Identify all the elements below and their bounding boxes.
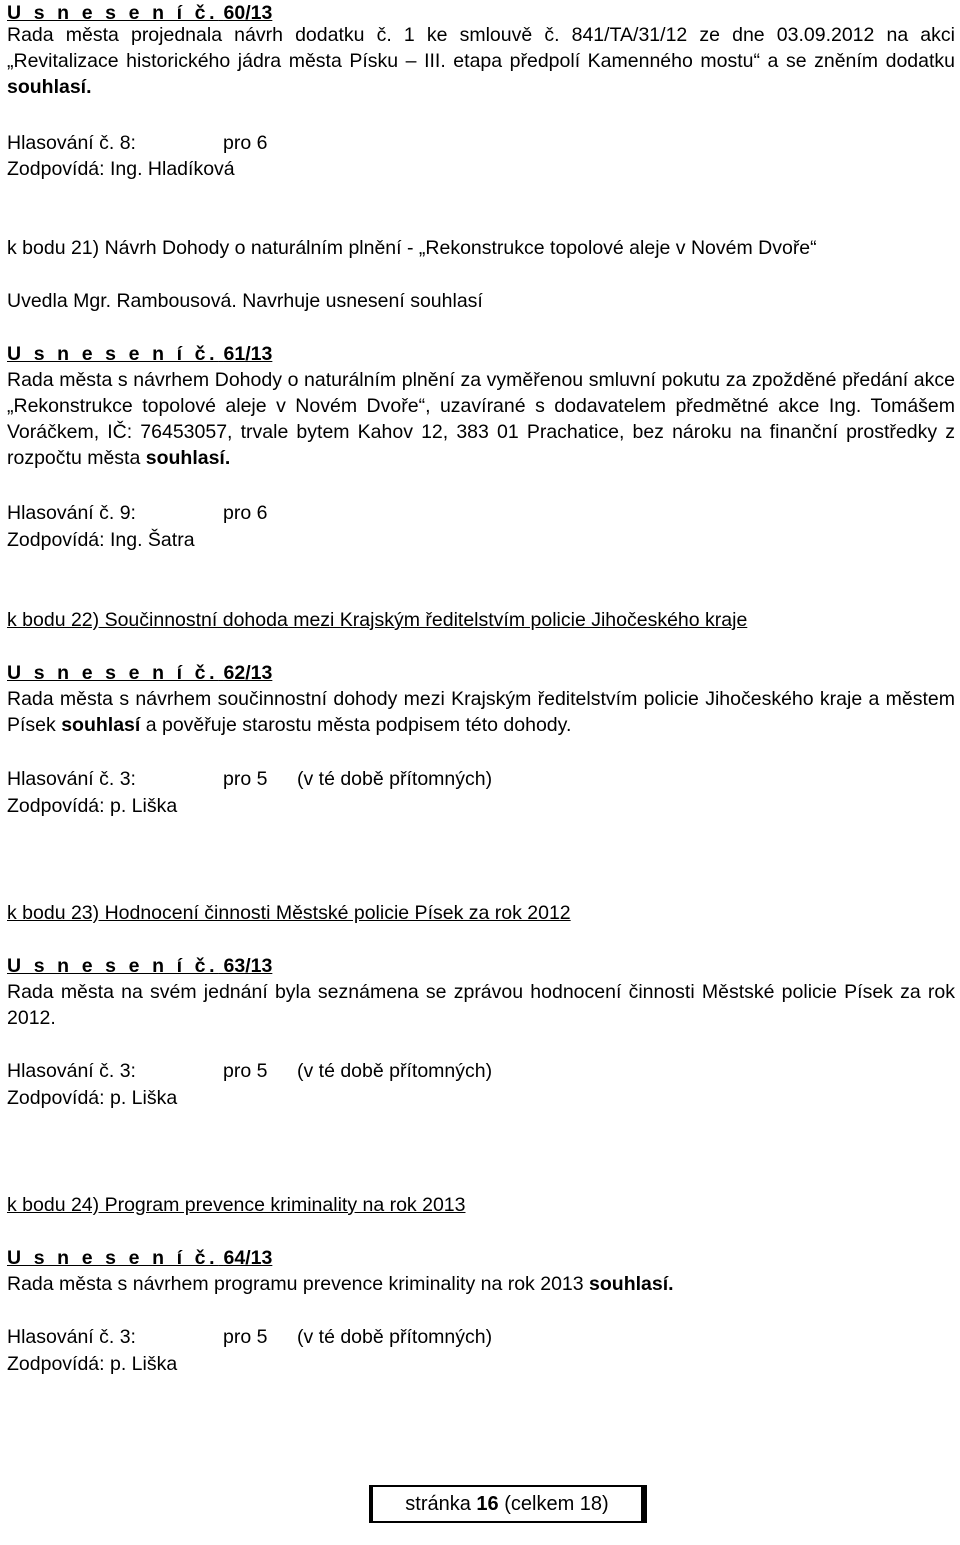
agenda-item-21-title: k bodu 21) Návrh Dohody o naturálním plnění - „Rekonstrukce topolové aleje v Novém Dvoře“: [7, 237, 817, 259]
vote-line-63: Hlasování č. 3: pro 5 (v té době přítomných): [7, 1060, 493, 1082]
resolution-heading-64: U s n e s e n í č. 64/13: [7, 1247, 273, 1269]
agenda-item-22-title: k bodu 22) Součinnostní dohoda mezi Krajským ředitelstvím policie Jihočeského kraje: [7, 609, 748, 631]
responsible-62: Zodpovídá: p. Liška: [7, 795, 178, 817]
agenda-item-24-title: k bodu 24) Program prevence kriminality na rok 2013: [7, 1194, 466, 1216]
resolution-heading-62: U s n e s e n í č. 62/13: [7, 662, 273, 684]
vote-line-62: Hlasování č. 3: pro 5 (v té době přítomných): [7, 768, 493, 790]
resolution-text-63: Rada města na svém jednání byla seznámena se zprávou hodnocení činnosti Městské policie Písek za rok 2012.: [7, 981, 955, 1029]
responsible-64: Zodpovídá: p. Liška: [7, 1353, 178, 1375]
vote-line-61: Hlasování č. 9: pro 6: [7, 502, 268, 524]
resolution-heading-61: U s n e s e n í č. 61/13: [7, 343, 273, 365]
agenda-item-23-title: k bodu 23) Hodnocení činnosti Městské policie Písek za rok 2012: [7, 902, 571, 924]
resolution-heading-63: U s n e s e n í č. 63/13: [7, 955, 273, 977]
resolution-text-62: Rada města s návrhem součinnostní dohody mezi Krajským ředitelstvím policie Jihočeského kraje a městem Písek souhlasí a pověřuje starostu města podpisem této dohody.: [7, 688, 955, 736]
resolution-text-64: Rada města s návrhem programu prevence kriminality na rok 2013 souhlasí.: [7, 1273, 674, 1295]
vote-line-60: Hlasování č. 8: pro 6: [7, 132, 268, 154]
resolution-text-61: Rada města s návrhem Dohody o naturálním plnění za vyměřenou smluvní pokutu za zpožděné předání akce „Rekonstrukce topolové aleje v Novém Dvoře“, uzavírané s dodavatelem předmětné akce Ing. Tomášem Voráčkem, IČ: 76453057, trvale bytem Kahov 12, 383 01 Prachatice, bez nároku na finanční prostředky z rozpočtu města souhlasí.: [7, 369, 955, 469]
agenda-item-21-presenter: Uvedla Mgr. Rambousová. Navrhuje usnesení souhlasí: [7, 290, 483, 312]
resolution-text-60: Rada města projednala návrh dodatku č. 1 ke smlouvě č. 841/TA/31/12 ze dne 03.09.2012 na akci „Revitalizace historického jádra města Písku – III. etapa předpolí Kamenného mostu“ a se zněním dodatku souhlasí.: [7, 24, 955, 98]
resolution-heading-60: U s n e s e n í č. 60/13: [7, 2, 273, 24]
responsible-60: Zodpovídá: Ing. Hladíková: [7, 158, 235, 180]
responsible-61: Zodpovídá: Ing. Šatra: [7, 529, 195, 551]
vote-line-64: Hlasování č. 3: pro 5 (v té době přítomných): [7, 1326, 493, 1348]
page-number-footer: stránka 16 (celkem 18): [369, 1485, 647, 1523]
responsible-63: Zodpovídá: p. Liška: [7, 1087, 178, 1109]
